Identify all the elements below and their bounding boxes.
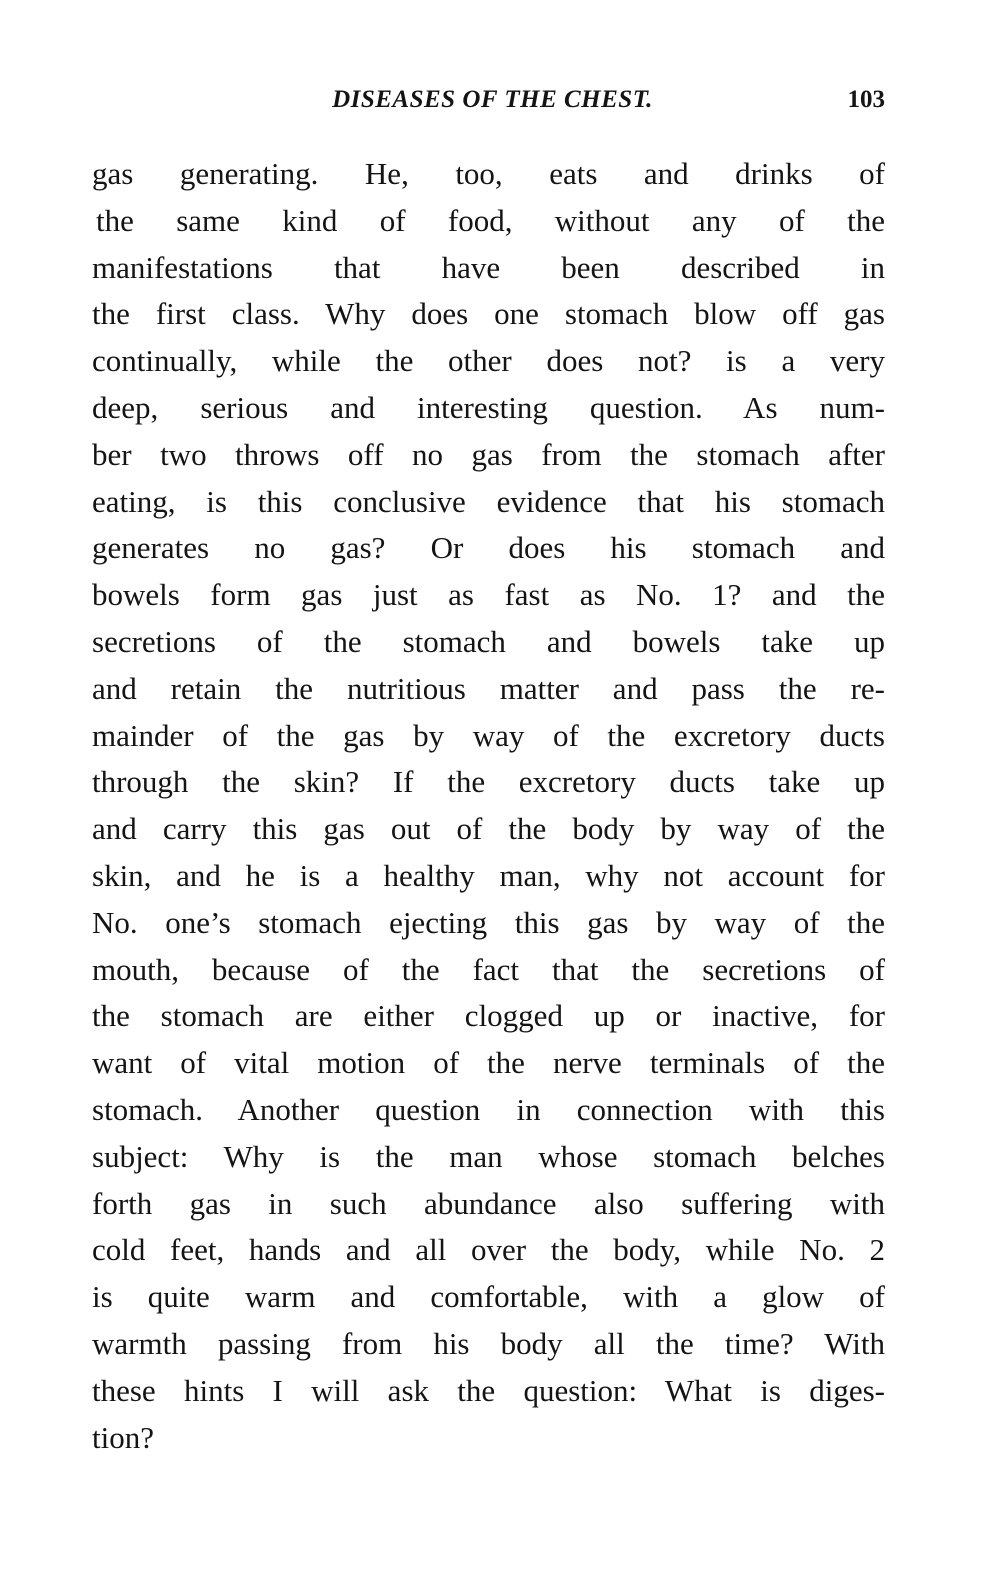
text-line: stomach. Another question in connection with this (92, 1091, 885, 1127)
text-line: mainder of the gas by way of the excretory ducts (92, 717, 885, 753)
text-line: continually, while the other does not? is a very (92, 343, 885, 379)
text-line: and retain the nutritious matter and pass the re- (92, 670, 885, 706)
text-line: bowels form gas just as fast as No. 1? and the (92, 577, 885, 613)
text-line: and carry this gas out of the body by way of the (92, 811, 885, 847)
running-head (92, 86, 885, 120)
text-line: mouth, because of the fact that the secretions of (92, 951, 885, 987)
text-line: want of vital motion of the nerve terminals of the (92, 1045, 885, 1081)
text-line: is quite warm and comfortable, with a glow of (92, 1279, 885, 1315)
running-title: DISEASES OF THE CHEST. (332, 86, 653, 113)
text-line: manifestations that have been described in (92, 249, 885, 285)
text-line: No. one’s stomach ejecting this gas by way of the (92, 904, 885, 940)
body-text (92, 151, 885, 1461)
text-line: these hints I will ask the question: What is diges- (92, 1372, 885, 1408)
text-line: subject: Why is the man whose stomach belches (92, 1138, 885, 1174)
page-number: 103 (847, 86, 885, 113)
text-line: secretions of the stomach and bowels take up (92, 623, 885, 659)
text-line: gas generating. He, too, eats and drinks of (92, 156, 885, 191)
text-line: the first class. Why does one stomach blow off gas (92, 296, 885, 332)
text-line: eating, is this conclusive evidence that his stomach (92, 483, 885, 519)
text-line: generates no gas? Or does his stomach and (92, 530, 885, 566)
text-line: ber two throws off no gas from the stomach after (92, 436, 885, 472)
text-line: the same kind of food, without any of the (96, 202, 885, 238)
text-line: the stomach are either clogged up or inactive, for (92, 998, 885, 1034)
text-line: skin, and he is a healthy man, why not account for (92, 857, 885, 893)
text-line: warmth passing from his body all the time? With (92, 1325, 885, 1361)
text-line: forth gas in such abundance also suffering with (92, 1185, 885, 1221)
text-line: cold feet, hands and all over the body, while No. 2 (92, 1232, 885, 1268)
text-line: deep, serious and interesting question. As num- (92, 389, 885, 425)
text-line-final: tion? (92, 1419, 154, 1455)
text-line: through the skin? If the excretory ducts take up (92, 764, 885, 800)
